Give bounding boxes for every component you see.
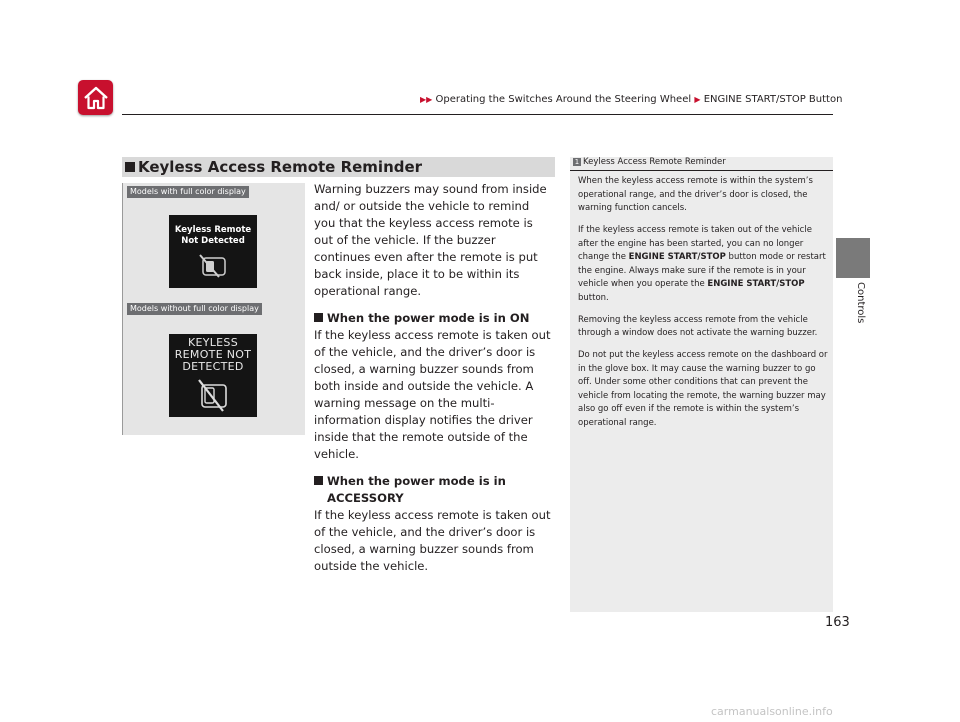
home-button[interactable] [78, 80, 113, 115]
breadcrumb-arrow-icon: ▶ [694, 95, 701, 104]
subheading-square-icon [314, 473, 327, 507]
screen-message-line: DETECTED [182, 360, 244, 373]
power-accessory-paragraph: If the keyless access remote is taken out of the vehicle, and the driver’s door is closed, a warning buzzer sounds from outside the vehicle. [314, 508, 551, 573]
screen-message-line: Not Detected [181, 236, 245, 246]
label-without-full-color-display: Models without full color display [127, 303, 262, 315]
breadcrumb-item-engine-start-stop[interactable]: ENGINE START/STOP Button [703, 94, 843, 105]
home-icon [83, 86, 109, 110]
sidebar-heading [573, 157, 726, 167]
sidebar-paragraph: If the keyless access remote is taken out of the vehicle after the engine has been started, you can no longer change the ENGINE START/STOP button mode or restart the engine. Always make sure if the remote is in your vehicle when you operate the ENGINE START/STOP button. [578, 225, 826, 303]
sidebar-divider [570, 170, 833, 171]
subheading-power-accessory: When the power mode is in ACCESSORY [314, 473, 554, 507]
power-on-paragraph: If the keyless access remote is taken out of the vehicle, and the driver’s door is closed, a warning buzzer sounds from both inside and outside the vehicle. A warning message on the multi-information display notifies the driver inside that the remote outside of the vehicle. [314, 328, 551, 461]
remote-not-detected-icon [193, 377, 233, 413]
sidebar-paragraph: When the keyless access remote is within the system’s operational range, and the driver’s door is closed, the warning function cancels. [578, 176, 813, 213]
label-full-color-display: Models with full color display [127, 186, 249, 198]
watermark: carmanualsonline.info [711, 705, 833, 718]
sidebar-title: Keyless Access Remote Reminder [583, 157, 726, 167]
reference-number-badge: 1 [574, 158, 580, 166]
intro-paragraph: Warning buzzers may sound from inside and/ or outside the vehicle to remind you that the keyless access remote is out of the vehicle. If the buzzer continues even after the remote is put back inside, place it to be within its operational range. [314, 182, 547, 298]
chapter-tab[interactable] [836, 238, 870, 278]
full-color-display-screen [169, 215, 257, 288]
page-number: 163 [825, 615, 850, 630]
screen-message-line: KEYLESS [187, 336, 238, 349]
main-body [314, 181, 554, 575]
header-divider [122, 114, 833, 115]
sidebar-paragraph: Removing the keyless access remote from the vehicle through a window does not activate the warning buzzer. [578, 314, 818, 338]
mono-display-screen [169, 334, 257, 417]
screen-message-line: REMOTE NOT [174, 348, 252, 361]
display-illustrations [122, 183, 305, 435]
screen-message-line: Keyless Remote [174, 225, 252, 235]
remote-not-detected-icon [195, 253, 231, 279]
breadcrumb-item-steering-wheel[interactable]: Operating the Switches Around the Steering Wheel [435, 94, 692, 105]
sidebar-paragraph: Do not put the keyless access remote on the dashboard or in the glove box. It may cause the warning buzzer to go off. Under some other conditions that can prevent the vehicle from locating the remote, the warning buzzer may also go off even if the remote is within the system’s operational range. [578, 350, 828, 428]
section-square-icon [125, 162, 135, 172]
breadcrumb-arrow-icon: ▶▶ [420, 95, 433, 104]
breadcrumb [420, 94, 842, 105]
subheading-power-on: When the power mode is in ON [314, 310, 554, 327]
reference-sidebar [570, 157, 833, 612]
subheading-square-icon [314, 310, 327, 327]
section-title: Keyless Access Remote Reminder [138, 158, 423, 176]
section-heading [122, 157, 555, 177]
chapter-label: Controls [855, 282, 866, 324]
